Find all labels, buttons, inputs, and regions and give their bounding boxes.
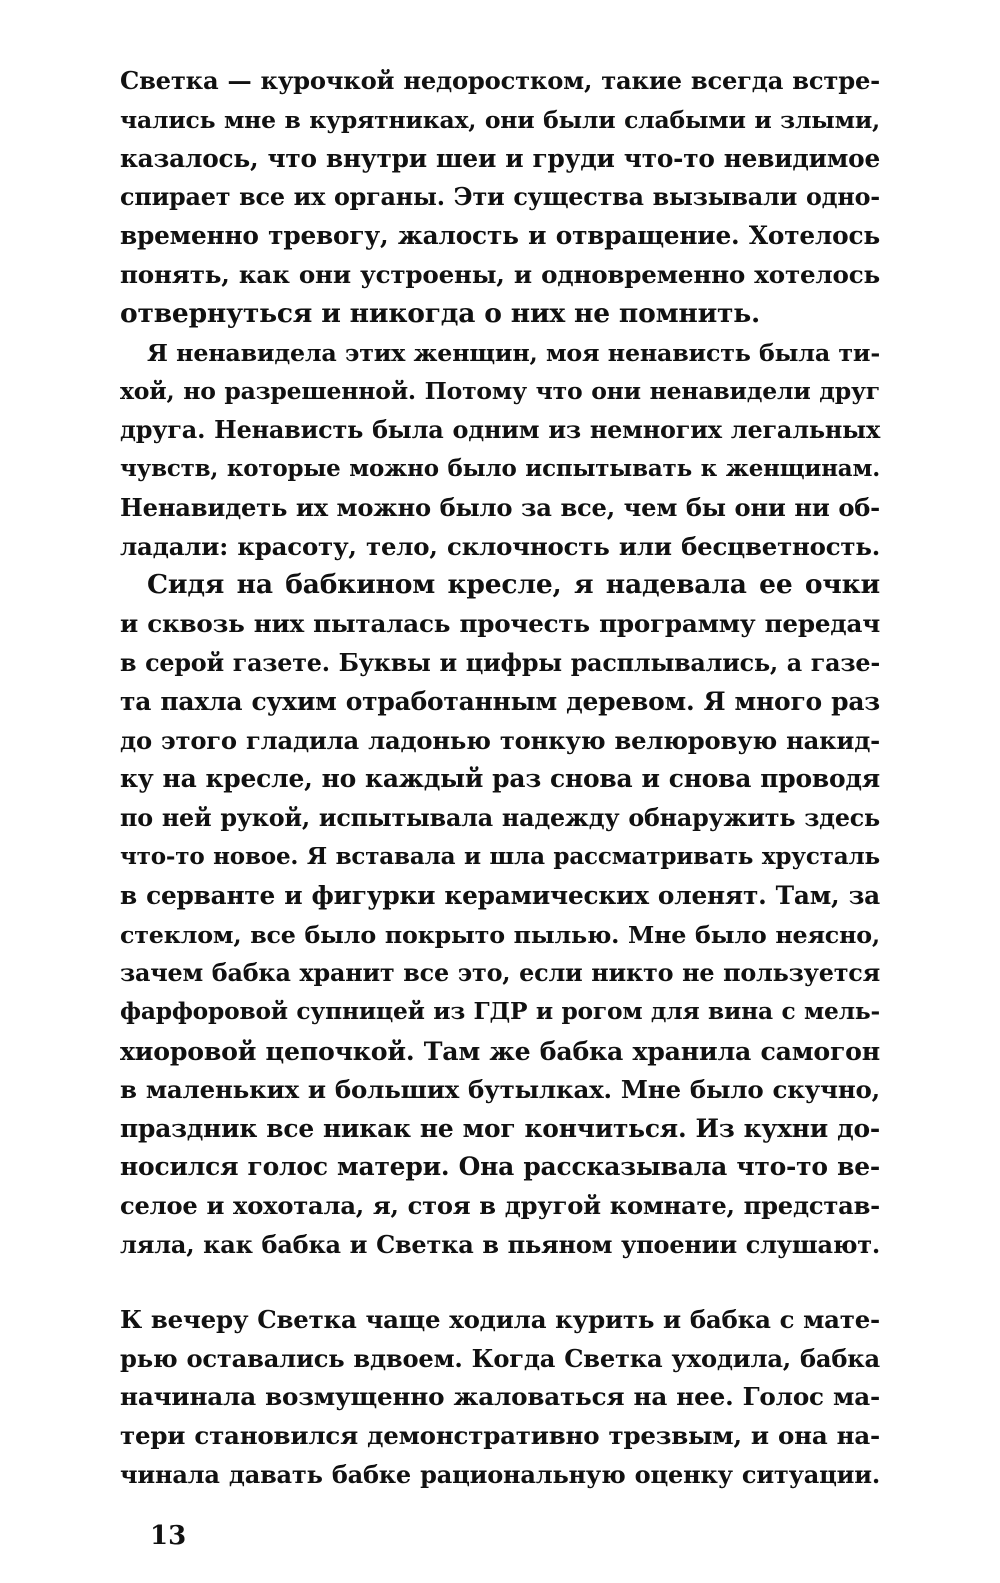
text-line: носился голос матери. Она рассказывала что-то ве- (120, 1152, 880, 1182)
text-line: та пахла сухим отработанным деревом. Я много раз (120, 686, 880, 716)
text-line: чались мне в курятниках, они были слабыми и злыми, (120, 105, 880, 134)
text-line: стеклом, все было покрыто пылью. Мне было неясно, (120, 920, 880, 949)
text-line: друга. Ненависть была одним из немногих легальных (120, 416, 880, 445)
paragraph-2 (120, 334, 880, 567)
text-line: чувств, которые можно было испытывать к женщинам. (120, 454, 880, 482)
text-line: Я ненавидела этих женщин, моя ненависть была ти- (147, 338, 880, 367)
text-line: понять, как они устроены, и одновременно хотелось (120, 259, 880, 289)
text-line: временно тревогу, жалость и отвращение. Хотелось (120, 221, 880, 251)
text-line: селое и хохотала, я, стоя в другой комнате, представ- (120, 1191, 880, 1221)
text-line: праздник все никак не мог кончиться. Из кухни до- (120, 1113, 880, 1143)
text-line: отвернуться и никогда о них не помнить. (120, 297, 761, 329)
text-line: казалось, что внутри шеи и груди что-то невидимое (120, 143, 880, 173)
text-line: ку на кресле, но каждый раз снова и снова проводя (120, 764, 880, 794)
text-line: зачем бабка хранит все это, если никто не пользуется (120, 959, 880, 988)
text-line: начинала возмущенно жаловаться на нее. Голос ма- (120, 1382, 880, 1412)
text-line: хой, но разрешенной. Потому что они ненавидели друг (120, 377, 880, 406)
text-line: тери становился демонстративно трезвым, и она на- (120, 1421, 880, 1451)
text-line: Сидя на бабкином кресле, я надевала ее очки (147, 569, 880, 601)
paragraph-3 (120, 566, 880, 1264)
body-text (120, 62, 880, 1495)
text-line: спирает все их органы. Эти существа вызывали одно- (120, 183, 880, 212)
text-line: хиоровой цепочкой. Там же бабка хранила самогон (120, 1035, 880, 1066)
text-line: ляла, как бабка и Светка в пьяном упоении слушают. (120, 1229, 880, 1259)
paragraph-1 (120, 62, 880, 334)
text-line: в серванте и фигурки керамических оленят. Там, за (120, 880, 880, 910)
text-line: фарфоровой супницей из ГДР и рогом для вина с мель- (120, 998, 880, 1026)
text-line: по ней рукой, испытывала надежду обнаружить здесь (120, 804, 880, 833)
text-line: что-то новое. Я вставала и шла рассматривать хрусталь (120, 842, 880, 870)
paragraph-4 (120, 1301, 880, 1495)
text-line: и сквозь них пыталась прочесть программу передач (120, 609, 880, 639)
text-line: рью оставались вдвоем. Когда Светка уходила, бабка (120, 1343, 880, 1373)
text-line: Светка — курочкой недоростком, такие всегда встре- (120, 66, 880, 95)
text-line: в серой газете. Буквы и цифры расплывались, а газе- (120, 648, 880, 677)
page-number: 13 (150, 1521, 187, 1551)
text-line: чинала давать бабке рациональную оценку ситуации. (120, 1459, 880, 1489)
text-line: до этого гладила ладонью тонкую велюровую накид- (120, 725, 880, 755)
text-line: К вечеру Светка чаще ходила курить и бабка с мате- (120, 1304, 880, 1334)
text-line: ладали: красоту, тело, склочность или бесцветность. (120, 531, 880, 561)
text-line: Ненавидеть их можно было за все, чем бы они ни об- (120, 492, 880, 522)
text-line: в маленьких и больших бутылках. Мне было скучно, (120, 1074, 880, 1104)
section-break (120, 1265, 880, 1301)
